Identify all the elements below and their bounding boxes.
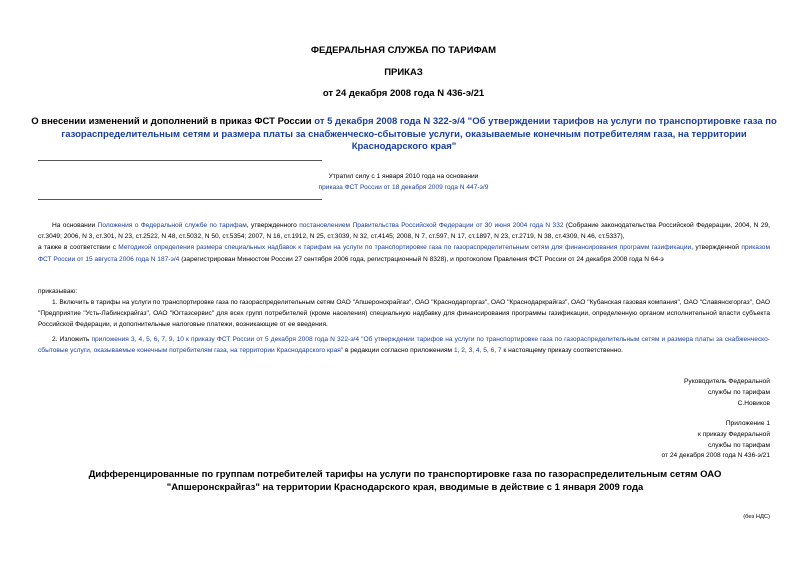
basis-text-5: , утвержденной <box>691 244 742 252</box>
basis-text-3: (Собрание законодательства Российской Федерации, 2004, N 29, ст.3049; 2006, N 3, ст.301, N 23, ст.2522, N 48, ст.5032, N 50, ст.5354; 2007, N 16, ст.1912, N 25, ст.3039, N 32, ст.4145; 2008, N 7, ст.597, N 17, ст.1897, N 23, ст.2719, N 38, ст.4309, N 46, ст.5337), <box>38 222 770 241</box>
appendix-line-2: к приказу Федеральной <box>698 430 770 438</box>
basis-text-1: На основании <box>52 222 98 229</box>
item2-link-numbers[interactable]: 1, 2, 3, 4, 5, 6, 7 <box>453 347 502 355</box>
doc-subtitle <box>30 116 778 154</box>
subtitle-link[interactable]: от 5 декабря 2008 года N 322-э/4 "Об утверждении тарифов на услуги по транспортировке газа по газораспределительным сетям и размера платы за снабженческо-сбытовые услуги, оказываемые конечным потребителям газа, на территории Краснодарского края" <box>61 116 777 152</box>
status-link[interactable]: приказа ФСТ России от 18 декабря 2009 года N 447-э/9 <box>318 184 489 191</box>
subtitle-text: О внесении изменений и дополнений в приказ ФСТ России <box>31 116 315 127</box>
basis-link-regulation[interactable]: Положения о Федеральной службе по тарифам <box>97 222 247 229</box>
appendix-line-1: Приложение 1 <box>725 420 770 427</box>
agency-title: ФЕДЕРАЛЬНАЯ СЛУЖБА ПО ТАРИФАМ <box>310 45 497 56</box>
basis-paragraph <box>38 220 770 265</box>
signature-block <box>684 377 770 409</box>
divider-bottom <box>38 199 322 200</box>
item2-link-appendices[interactable]: приложения 3, 4, 5, 6, 7, 9, 10 к приказу ФСТ России от 5 декабря 2008 года N 322-э/4 "Об утверждении тарифов на услуги по транспортировке газа по газораспределительным сетям и размера платы за снабженческо-сбытовые услуги, оказываемые конечным потребителям газа, на территории Краснодарского края" <box>38 336 770 355</box>
item2-text-2: в редакции согласно приложениям <box>343 347 454 355</box>
order-word: приказываю: <box>38 288 78 295</box>
signature-name: С.Новиков <box>737 399 770 407</box>
item-1: 1. Включить в тарифы на услуги по транспортировке газа по газораспределительным сетям ОАО "Апшеронскрайгаз", ОАО "Краснодаргоргаз", ОАО "Краснодаркрайгаз", ОАО "Кубанская газовая компания", ОАО "Славянскгоргаз", ОАО "Предприятие "Усть-Лабинскрайгаз", ОАО "Югтазсервис" для всех групп потребителей (кроме населения) специальную надбавку для финансирования программы газификации, определенную органом исполнительной власти субъекта Российской Федерации, и дополнительные налоговые платежи, возникающие от ее введения. <box>38 299 770 329</box>
doc-type: ПРИКАЗ <box>384 67 423 78</box>
basis-text-2: , утвержденного <box>246 222 300 229</box>
status-line: Утратил силу с 1 января 2010 года на основании <box>328 173 479 180</box>
item2-text-1: 2. Изложить <box>52 336 92 343</box>
signature-line-2: службы по тарифам <box>707 388 770 396</box>
signature-line-1: Руководитель Федеральной <box>684 378 770 385</box>
basis-link-order[interactable]: приказом ФСТ России от 15 августа 2006 года N 187-э/4 <box>38 244 771 263</box>
divider-top <box>38 160 322 161</box>
appendix-line-4: от 24 декабря 2008 года N 436-э/21 <box>661 452 770 460</box>
item-2 <box>38 334 770 356</box>
table-title: Дифференцированные по группам потребителей тарифы на услуги по транспортировке газа по газораспределительным сетям ОАО "Апшеронскрайгаз" на территории Краснодарского края, вводимые в действие с 1 января 2009 года <box>88 469 722 493</box>
vat-note: (без НДС) <box>743 514 770 520</box>
basis-text-4: а также в соответствии с <box>38 244 119 252</box>
doc-date-number: от 24 декабря 2008 года N 436-э/21 <box>322 88 485 99</box>
basis-text-6: (зарегистрирован Минюстом России 27 сентября 2006 года, регистрационный N 8328), и протоколом Правления ФСТ России от 24 декабря 2008 года N 64-э <box>179 255 664 263</box>
appendix-line-3: службы по тарифам <box>707 441 770 449</box>
basis-link-methodology[interactable]: Методикой определения размера специальных надбавок к тарифам на услуги по транспортировке газа по газораспределительным сетям для финансирования программ газификации <box>118 244 692 252</box>
basis-link-resolution[interactable]: постановлением Правительства Российской Федерации от 30 июня 2004 года N 332 <box>299 222 564 229</box>
appendix-block <box>662 419 770 462</box>
item2-text-3: к настоящему приказу соответственно. <box>501 347 623 355</box>
